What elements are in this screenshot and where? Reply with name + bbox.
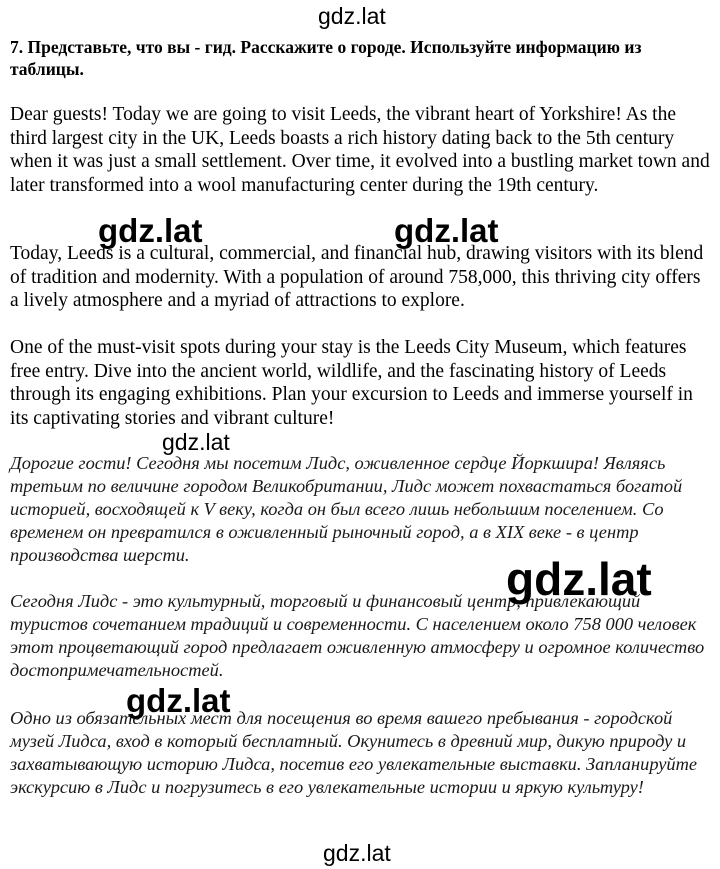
- english-paragraph-1: Dear guests! Today we are going to visit Leeds, the vibrant heart of Yorkshire! As the third largest city in the UK, Leeds boasts a rich history dating back to the 5th century when it was just a small settlement. Over time, it evolved into a bustling market town and later transformed into a wool manufacturing center during the 19th century.: [10, 104, 710, 196]
- english-paragraph-3: One of the must-visit spots during your stay is the Leeds City Museum, which features free entry. Dive into the ancient world, wildlife, and the fascinating history of Leeds through its engaging exhibitions. Plan your excursion to Leeds and immerse yourself in its captivating stories and vibrant culture!: [10, 337, 693, 429]
- watermark-lower: gdz.lat: [126, 682, 231, 719]
- watermark-top: gdz.lat: [318, 3, 386, 29]
- watermark-left: gdz.lat: [98, 212, 203, 249]
- russian-paragraph-3: Одно из обязательных мест для посещения во время вашего пребывания - городской музей Лидса, вход в который бесплатный. Окунитесь в древний мир, дикую природу и захватывающую историю Лидса, посетив его увлекательные выставки. Запланируйте экскурсию в Лидс и погрузитесь в его увлекательные истории и яркую культуру!: [10, 708, 698, 797]
- russian-paragraph-2: Сегодня Лидс - это культурный, торговый и финансовый центр, привлекающий туристов сочетанием традиций и современности. С населением около 758 000 человек этот процветающий город предлагает оживленную атмосферу и огромное количество достопримечательностей.: [10, 591, 705, 680]
- watermark-bottom: gdz.lat: [323, 840, 391, 866]
- watermark-center: gdz.lat: [394, 212, 499, 249]
- english-paragraph-2: Today, Leeds is a cultural, commercial, and financial hub, drawing visitors with its blend of tradition and modernity. With a population of around 758,000, this thriving city offers a lively atmosphere and a myriad of attractions to explore.: [10, 243, 704, 311]
- watermark-large: gdz.lat: [506, 553, 652, 605]
- russian-paragraph-1: Дорогие гости! Сегодня мы посетим Лидс, оживленное сердце Йоркшира! Являясь третьим по величине городом Великобритании, Лидс может похвастаться богатой историей, восходящей к V веку, когда он был всего лишь небольшим поселением. Со временем он превратился в оживленный рыночный город, а в XIX веке - в центр производства шерсти.: [10, 453, 683, 565]
- watermark-mid: gdz.lat: [162, 429, 230, 455]
- task-heading: 7. Представьте, что вы - гид. Расскажите о городе. Используйте информацию из таблицы.: [10, 37, 642, 79]
